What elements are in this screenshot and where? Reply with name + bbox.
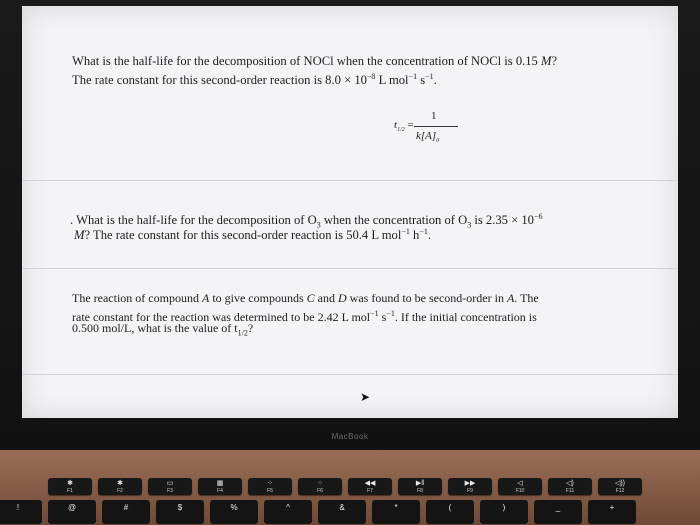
fn-key-6[interactable]: ⁘ F6: [298, 478, 342, 495]
number-key-row: [0, 500, 700, 525]
number-key-8[interactable]: *: [372, 500, 420, 524]
function-key-row: [0, 478, 700, 496]
question-3-line-1: The reaction of compound A to give compounds C and D was found to be second-order in A. The: [72, 291, 539, 305]
fn-key-10[interactable]: ◁ F10: [498, 478, 542, 495]
number-key-1[interactable]: !: [0, 500, 42, 524]
fn-key-5[interactable]: ⁘ F5: [248, 478, 292, 495]
fn-key-11[interactable]: ◁) F11: [548, 478, 592, 495]
question-3-line-2: rate constant for the reaction was determined to be 2.42 L mol$^{-1}$ $s^{-1}$. If the initial concentration is: [72, 309, 537, 324]
number-key-2[interactable]: @: [48, 500, 96, 524]
fn-key-1[interactable]: ✱ F1: [48, 478, 92, 495]
divider: [22, 180, 678, 181]
number-key-5[interactable]: %: [210, 500, 258, 524]
screen: [22, 6, 678, 418]
fn-key-3[interactable]: ▭ F3: [148, 478, 192, 495]
fn-key-2[interactable]: ✱ F2: [98, 478, 142, 495]
fn-key-4[interactable]: ▦ F4: [198, 478, 242, 495]
divider: [22, 268, 678, 269]
number-key-10[interactable]: ): [480, 500, 528, 524]
fn-key-12[interactable]: ◁)) F12: [598, 478, 642, 495]
question-2-line-1: . What is the half-life for the decomposition of $O_3$ when the concentration of $O_3$ is $2.35 \times 10^{-6}$: [70, 212, 543, 230]
fn-key-9[interactable]: ▶▶ F9: [448, 478, 492, 495]
question-2-line-2: M? The rate constant for this second-order reaction is 50.4 L mol$^{-1}$ $h^{-1}$.: [74, 227, 431, 243]
number-key-3[interactable]: #: [102, 500, 150, 524]
number-key-7[interactable]: &: [318, 500, 366, 524]
number-key-6[interactable]: ^: [264, 500, 312, 524]
half-life-formula: $t_{1/2}$ = 1 $k[A]_0$: [394, 110, 474, 150]
number-key-9[interactable]: (: [426, 500, 474, 524]
fn-key-7[interactable]: ◀◀ F7: [348, 478, 392, 495]
number-key-11[interactable]: _: [534, 500, 582, 524]
laptop-brand-label: MacBook: [331, 432, 369, 441]
number-key-12[interactable]: +: [588, 500, 636, 524]
fn-key-8[interactable]: ▶‖ F8: [398, 478, 442, 495]
divider: [22, 374, 678, 375]
question-1-line-2: The rate constant for this second-order reaction is $8.0 \times 10^{-8}$ L mol$^{-1}$ $s^{-1}$.: [72, 72, 437, 88]
number-key-4[interactable]: $: [156, 500, 204, 524]
question-3-line-3: 0.500 mol/L, what is the value of $t_{1/2}$?: [72, 321, 254, 338]
mouse-cursor-icon: ➤: [360, 390, 371, 404]
question-1-line-1: What is the half-life for the decomposition of NOCl when the concentration of NOCl is 0.15 M?: [72, 54, 558, 68]
